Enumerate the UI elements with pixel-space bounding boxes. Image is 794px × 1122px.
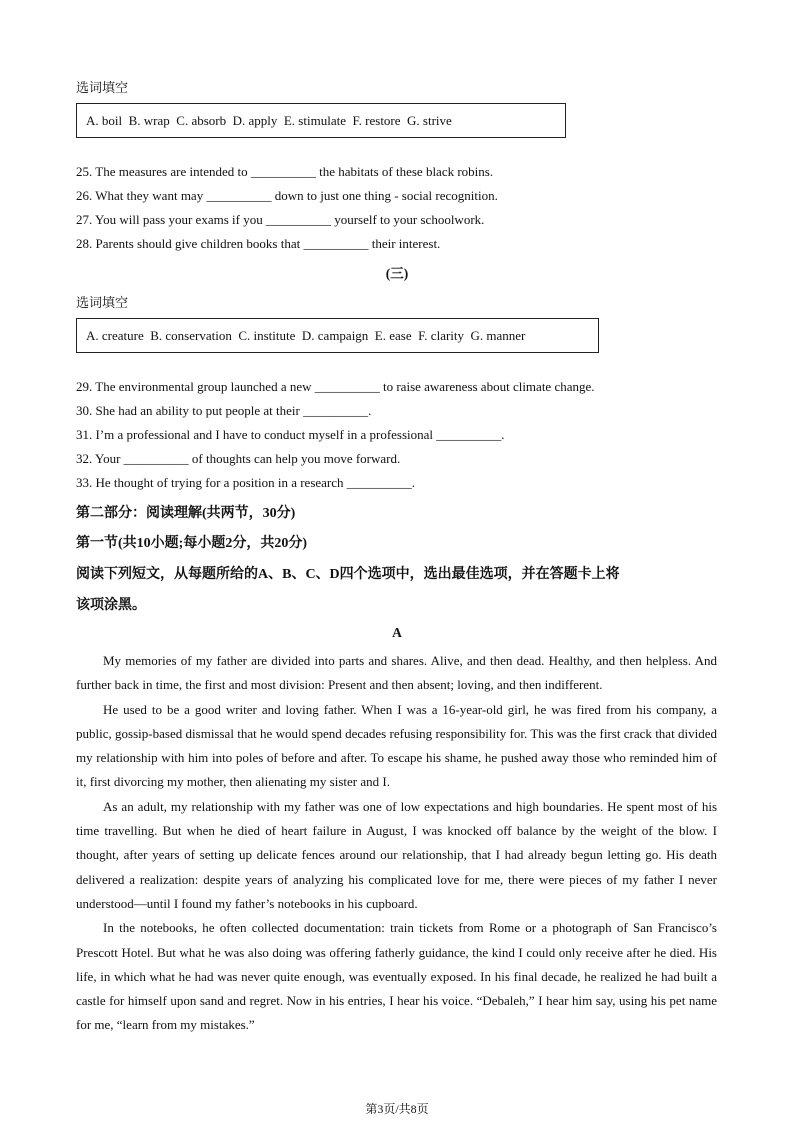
paragraph: My memories of my father are divided into parts and shares. Alive, and then dead. Healthy, and then helpless. And further back in time, the first and most division: Present and then absent; loving, and then indifferent. (76, 653, 717, 693)
word-bank-options: A. creature B. conservation C. institute D. campaign E. ease F. clarity G. manner (86, 327, 526, 343)
question-25: 25. The measures are intended to __________ the habitats of these black robins. (76, 164, 494, 179)
section-heading: (三) (385, 266, 409, 281)
question-29: 29. The environmental group launched a new __________ to raise awareness about climate change. (76, 379, 595, 394)
question-31: 31. I’m a professional and I have to conduct myself in a professional __________. (76, 427, 505, 442)
passage-body (76, 649, 717, 1038)
passage-heading: A (392, 625, 402, 640)
question-33: 33. He thought of trying for a position in a research __________. (76, 475, 416, 490)
section-title: 第一节(共10小题;每小题2分，共20分) (76, 536, 307, 551)
section-label: 选词填空 (76, 80, 129, 95)
question-27: 27. You will pass your exams if you __________ yourself to your schoolwork. (76, 212, 485, 227)
page-number: 第3页/共8页 (365, 1102, 429, 1116)
word-bank-box (76, 318, 599, 353)
word-bank-box (76, 103, 566, 138)
paragraph: He used to be a good writer and loving father. When I was a 16-year-old girl, he was fired from his company, a public, gossip-based dismissal that he would spend decades refusing responsibility for. This was the first crack that divided my relationship with him into poles of before and after. To escape his shame, he pushed away those who reminded him of it, first divorcing my mother, then alienating my sister and I. (76, 701, 717, 790)
instruction-line-1: 阅读下列短文，从每题所给的A、B、C、D四个选项中，选出最佳选项，并在答题卡上将 (76, 567, 620, 582)
word-bank-options: A. boil B. wrap C. absorb D. apply E. stimulate F. restore G. strive (86, 112, 452, 128)
question-28: 28. Parents should give children books that __________ their interest. (76, 236, 441, 251)
instruction-line-2: 该项涂黑。 (76, 598, 146, 613)
paragraph: In the notebooks, he often collected documentation: train tickets from Rome or a photograph of San Francisco’s Prescott Hotel. But what he was also doing was offering fatherly guidance, the kind I could only receive after he died. His life, in which what he had was never quite enough, was eventually exposed. In his final decade, he realized he had built a castle for himself upon sand and regret. Now in his entries, I hear his voice. “Debaleh,” I hear him say, using his pet name for me, “learn from my mistakes.” (76, 920, 717, 1033)
paragraph: As an adult, my relationship with my father was one of low expectations and high boundaries. He spent most of his time travelling. But when he died of heart failure in August, I was knocked off balance by the weight of the blow. I thought, after years of setting up delicate fences around our relationship, that I had already begun letting go. His death delivered a realization: despite years of analyzing his complicated love for me, there were pieces of my father I never understood—until I found my father’s notebooks in his cupboard. (76, 798, 717, 911)
question-30: 30. She had an ability to put people at their __________. (76, 403, 372, 418)
question-32: 32. Your __________ of thoughts can help you move forward. (76, 451, 401, 466)
question-26: 26. What they want may __________ down to just one thing - social recognition. (76, 188, 498, 203)
part-title: 第二部分：阅读理解(共两节，30分) (76, 506, 296, 521)
section-label: 选词填空 (76, 295, 129, 310)
